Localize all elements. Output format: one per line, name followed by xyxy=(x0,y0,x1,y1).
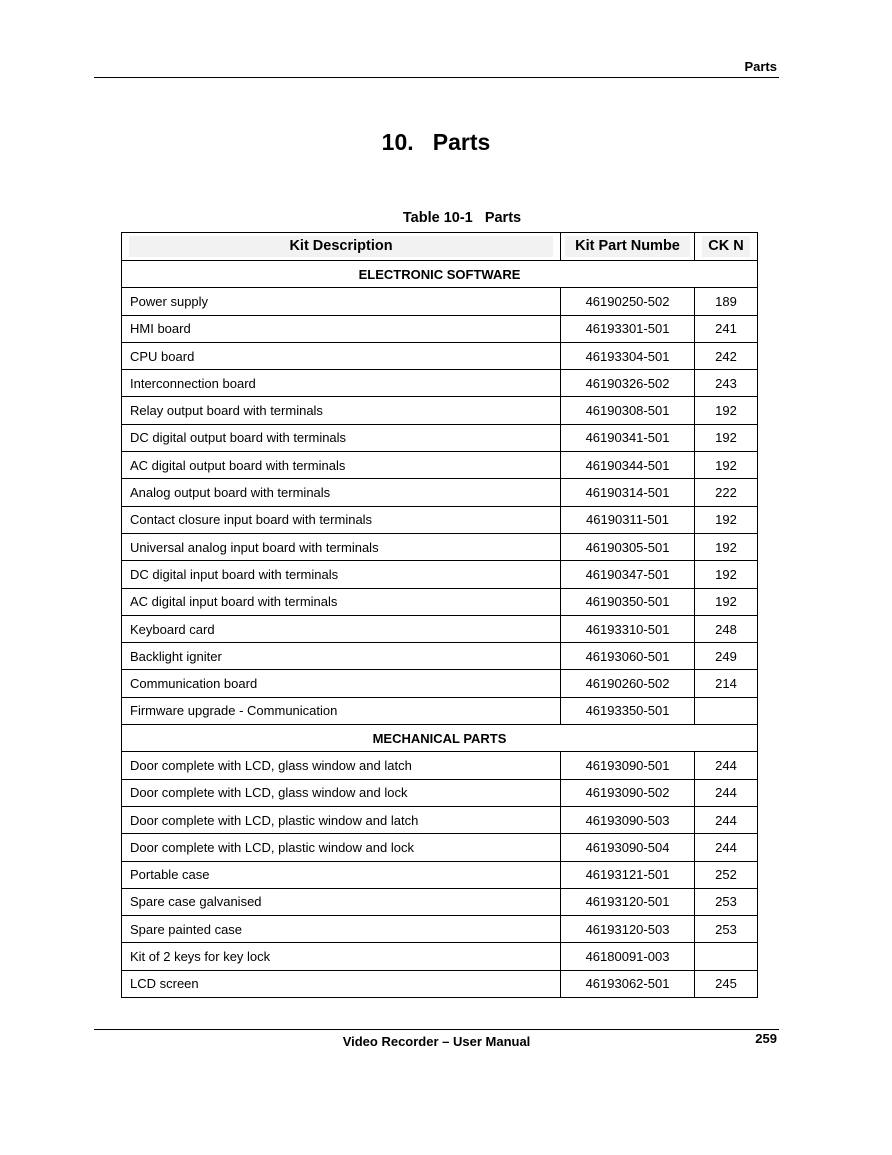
ck-number-cell: 245 xyxy=(695,970,758,997)
ck-number-cell: 192 xyxy=(695,561,758,588)
table-row xyxy=(122,888,758,915)
table-header-row xyxy=(122,233,758,261)
kit-part-number-cell: 46193120-503 xyxy=(561,916,695,943)
ck-number-cell: 243 xyxy=(695,370,758,397)
ck-number-cell: 253 xyxy=(695,888,758,915)
ck-number-cell xyxy=(695,697,758,724)
section-row xyxy=(122,725,758,752)
kit-part-number-cell: 46193304-501 xyxy=(561,342,695,369)
column-header-kit-part-number: Kit Part Numbe xyxy=(561,233,695,261)
parts-table xyxy=(121,232,758,998)
kit-part-number-cell: 46190250-502 xyxy=(561,288,695,315)
header-section-title: Parts xyxy=(744,59,777,74)
table-row xyxy=(122,752,758,779)
table-row xyxy=(122,424,758,451)
kit-part-number-cell: 46190311-501 xyxy=(561,506,695,533)
ck-number-cell: 192 xyxy=(695,452,758,479)
ck-number-cell: 192 xyxy=(695,588,758,615)
table-row xyxy=(122,342,758,369)
table-row xyxy=(122,452,758,479)
table-row xyxy=(122,970,758,997)
table-row xyxy=(122,533,758,560)
kit-description-cell: Spare case galvanised xyxy=(122,888,561,915)
table-row xyxy=(122,315,758,342)
ck-number-cell: 192 xyxy=(695,506,758,533)
footer-document-title: Video Recorder – User Manual xyxy=(342,1034,531,1049)
kit-description-cell: Portable case xyxy=(122,861,561,888)
table-row xyxy=(122,288,758,315)
ck-number-cell: 249 xyxy=(695,643,758,670)
kit-description-cell: Door complete with LCD, glass window and latch xyxy=(122,752,561,779)
ck-number-cell: 241 xyxy=(695,315,758,342)
kit-description-cell: DC digital output board with terminals xyxy=(122,424,561,451)
kit-part-number-cell: 46193090-502 xyxy=(561,779,695,806)
kit-description-cell: DC digital input board with terminals xyxy=(122,561,561,588)
table-row xyxy=(122,779,758,806)
parts-table-body xyxy=(122,261,758,998)
kit-description-cell: Firmware upgrade - Communication xyxy=(122,697,561,724)
table-row xyxy=(122,370,758,397)
ck-number-cell: 192 xyxy=(695,397,758,424)
kit-part-number-cell: 46190344-501 xyxy=(561,452,695,479)
ck-number-cell: 244 xyxy=(695,834,758,861)
table-row xyxy=(122,861,758,888)
kit-part-number-cell: 46190308-501 xyxy=(561,397,695,424)
kit-part-number-cell: 46193120-501 xyxy=(561,888,695,915)
ck-number-cell: 222 xyxy=(695,479,758,506)
table-caption: Table 10-1 Parts xyxy=(402,210,522,226)
kit-description-cell: Spare painted case xyxy=(122,916,561,943)
kit-description-cell: Power supply xyxy=(122,288,561,315)
kit-part-number-cell: 46193121-501 xyxy=(561,861,695,888)
kit-part-number-cell: 46190347-501 xyxy=(561,561,695,588)
section-title: MECHANICAL PARTS xyxy=(122,725,758,752)
column-header-ck-n: CK N xyxy=(695,233,758,261)
chapter-title: 10. Parts xyxy=(381,129,491,155)
page-number: 259 xyxy=(755,1031,777,1046)
kit-description-cell: AC digital input board with terminals xyxy=(122,588,561,615)
table-row xyxy=(122,834,758,861)
ck-number-cell: 248 xyxy=(695,615,758,642)
table-row xyxy=(122,670,758,697)
ck-number-cell: 242 xyxy=(695,342,758,369)
page-header xyxy=(94,56,779,78)
kit-part-number-cell: 46193350-501 xyxy=(561,697,695,724)
ck-number-cell: 253 xyxy=(695,916,758,943)
table-row xyxy=(122,561,758,588)
kit-part-number-cell: 46193310-501 xyxy=(561,615,695,642)
kit-part-number-cell: 46193090-501 xyxy=(561,752,695,779)
kit-description-cell: Backlight igniter xyxy=(122,643,561,670)
kit-part-number-cell: 46193090-504 xyxy=(561,834,695,861)
ck-number-cell: 252 xyxy=(695,861,758,888)
kit-description-cell: Interconnection board xyxy=(122,370,561,397)
section-title: ELECTRONIC SOFTWARE xyxy=(122,261,758,288)
ck-number-cell: 244 xyxy=(695,752,758,779)
table-row xyxy=(122,916,758,943)
ck-number-cell: 214 xyxy=(695,670,758,697)
kit-description-cell: HMI board xyxy=(122,315,561,342)
kit-part-number-cell: 46190305-501 xyxy=(561,533,695,560)
kit-description-cell: AC digital output board with terminals xyxy=(122,452,561,479)
kit-description-cell: Analog output board with terminals xyxy=(122,479,561,506)
ck-number-cell: 189 xyxy=(695,288,758,315)
kit-part-number-cell: 46190341-501 xyxy=(561,424,695,451)
kit-part-number-cell: 46193301-501 xyxy=(561,315,695,342)
kit-description-cell: Door complete with LCD, plastic window and latch xyxy=(122,806,561,833)
kit-part-number-cell: 46193062-501 xyxy=(561,970,695,997)
ck-number-cell: 192 xyxy=(695,424,758,451)
kit-description-cell: Contact closure input board with terminals xyxy=(122,506,561,533)
table-row xyxy=(122,588,758,615)
table-row xyxy=(122,479,758,506)
table-row xyxy=(122,943,758,970)
section-row xyxy=(122,261,758,288)
table-row xyxy=(122,397,758,424)
kit-description-cell: Door complete with LCD, glass window and lock xyxy=(122,779,561,806)
kit-part-number-cell: 46180091-003 xyxy=(561,943,695,970)
table-row xyxy=(122,643,758,670)
kit-part-number-cell: 46190314-501 xyxy=(561,479,695,506)
kit-description-cell: Universal analog input board with terminals xyxy=(122,533,561,560)
ck-number-cell: 244 xyxy=(695,806,758,833)
ck-number-cell: 192 xyxy=(695,533,758,560)
ck-number-cell: 244 xyxy=(695,779,758,806)
kit-description-cell: CPU board xyxy=(122,342,561,369)
table-row xyxy=(122,697,758,724)
table-row xyxy=(122,615,758,642)
column-header-kit-description: Kit Description xyxy=(122,233,561,261)
table-row xyxy=(122,506,758,533)
kit-part-number-cell: 46193060-501 xyxy=(561,643,695,670)
kit-description-cell: Door complete with LCD, plastic window and lock xyxy=(122,834,561,861)
kit-description-cell: Relay output board with terminals xyxy=(122,397,561,424)
kit-part-number-cell: 46193090-503 xyxy=(561,806,695,833)
kit-part-number-cell: 46190350-501 xyxy=(561,588,695,615)
kit-part-number-cell: 46190326-502 xyxy=(561,370,695,397)
kit-description-cell: Keyboard card xyxy=(122,615,561,642)
kit-part-number-cell: 46190260-502 xyxy=(561,670,695,697)
table-row xyxy=(122,806,758,833)
ck-number-cell xyxy=(695,943,758,970)
page-footer xyxy=(94,1029,779,1053)
kit-description-cell: Communication board xyxy=(122,670,561,697)
kit-description-cell: Kit of 2 keys for key lock xyxy=(122,943,561,970)
kit-description-cell: LCD screen xyxy=(122,970,561,997)
